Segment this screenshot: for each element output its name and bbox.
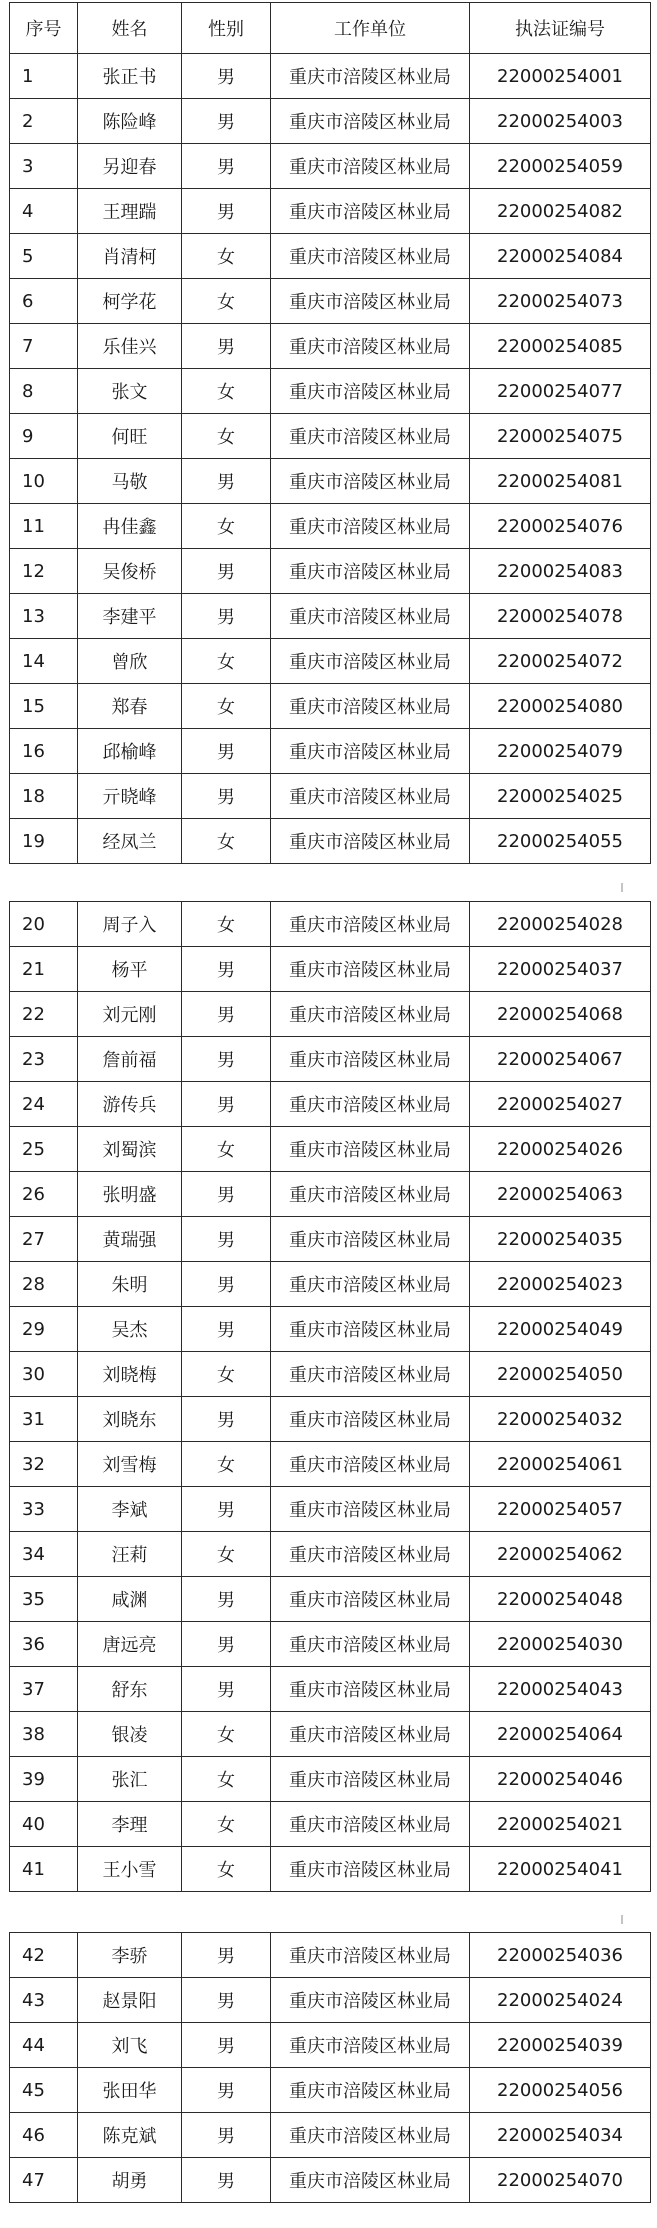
- row-serial-number: 15: [10, 684, 78, 729]
- table-row: [10, 1307, 651, 1352]
- row-work-unit: 重庆市涪陵区林业局: [271, 99, 470, 144]
- row-certificate-number: 22000254046: [470, 1757, 651, 1802]
- row-serial-number: 20: [10, 902, 78, 947]
- row-work-unit: 重庆市涪陵区林业局: [271, 1487, 470, 1532]
- table-row: [10, 1757, 651, 1802]
- row-gender: 男: [182, 947, 271, 992]
- row-name: 杨平: [78, 947, 182, 992]
- row-work-unit: 重庆市涪陵区林业局: [271, 1307, 470, 1352]
- row-certificate-number: 22000254059: [470, 144, 651, 189]
- row-name: 刘晓东: [78, 1397, 182, 1442]
- row-work-unit: 重庆市涪陵区林业局: [271, 1352, 470, 1397]
- row-name: 刘雪梅: [78, 1442, 182, 1487]
- row-certificate-number: 22000254057: [470, 1487, 651, 1532]
- row-work-unit: 重庆市涪陵区林业局: [271, 684, 470, 729]
- row-serial-number: 34: [10, 1532, 78, 1577]
- table-row: [10, 414, 651, 459]
- row-serial-number: 13: [10, 594, 78, 639]
- row-name: 李骄: [78, 1933, 182, 1978]
- row-name: 亓晓峰: [78, 774, 182, 819]
- table-row: [10, 1622, 651, 1667]
- row-work-unit: 重庆市涪陵区林业局: [271, 1127, 470, 1172]
- table-body: [10, 1933, 651, 2203]
- row-certificate-number: 22000254073: [470, 279, 651, 324]
- row-name: 赵景阳: [78, 1978, 182, 2023]
- row-serial-number: 19: [10, 819, 78, 864]
- row-certificate-number: 22000254078: [470, 594, 651, 639]
- row-work-unit: 重庆市涪陵区林业局: [271, 1082, 470, 1127]
- row-certificate-number: 22000254043: [470, 1667, 651, 1712]
- row-serial-number: 14: [10, 639, 78, 684]
- row-gender: 男: [182, 144, 271, 189]
- row-gender: 男: [182, 1217, 271, 1262]
- row-serial-number: 2: [10, 99, 78, 144]
- row-serial-number: 38: [10, 1712, 78, 1757]
- table-body: [10, 902, 651, 1892]
- row-name: 李建平: [78, 594, 182, 639]
- table-row: [10, 729, 651, 774]
- row-certificate-number: 22000254026: [470, 1127, 651, 1172]
- table-row: [10, 189, 651, 234]
- row-name: 张田华: [78, 2068, 182, 2113]
- row-certificate-number: 22000254056: [470, 2068, 651, 2113]
- table-row: [10, 369, 651, 414]
- row-name: 唐远亮: [78, 1622, 182, 1667]
- row-gender: 男: [182, 1172, 271, 1217]
- row-certificate-number: 22000254036: [470, 1933, 651, 1978]
- table-row: [10, 2158, 651, 2203]
- table-row: [10, 1802, 651, 1847]
- row-serial-number: 11: [10, 504, 78, 549]
- row-gender: 男: [182, 1307, 271, 1352]
- page-edge-mark: [621, 1915, 623, 1924]
- table-row: [10, 324, 651, 369]
- row-certificate-number: 22000254079: [470, 729, 651, 774]
- row-certificate-number: 22000254081: [470, 459, 651, 504]
- table-row: [10, 1978, 651, 2023]
- row-gender: 男: [182, 992, 271, 1037]
- row-serial-number: 28: [10, 1262, 78, 1307]
- row-gender: 女: [182, 684, 271, 729]
- row-serial-number: 36: [10, 1622, 78, 1667]
- row-certificate-number: 22000254075: [470, 414, 651, 459]
- row-work-unit: 重庆市涪陵区林业局: [271, 549, 470, 594]
- row-serial-number: 6: [10, 279, 78, 324]
- row-certificate-number: 22000254084: [470, 234, 651, 279]
- row-gender: 女: [182, 234, 271, 279]
- row-serial-number: 30: [10, 1352, 78, 1397]
- row-name: 黄瑞强: [78, 1217, 182, 1262]
- row-work-unit: 重庆市涪陵区林业局: [271, 1622, 470, 1667]
- table-row: [10, 1847, 651, 1892]
- row-certificate-number: 22000254055: [470, 819, 651, 864]
- header-name: 姓名: [78, 3, 182, 54]
- row-name: 陈险峰: [78, 99, 182, 144]
- row-name: 乐佳兴: [78, 324, 182, 369]
- table-row: [10, 1487, 651, 1532]
- row-work-unit: 重庆市涪陵区林业局: [271, 1217, 470, 1262]
- row-name: 郑春: [78, 684, 182, 729]
- row-gender: 女: [182, 1757, 271, 1802]
- row-certificate-number: 22000254028: [470, 902, 651, 947]
- row-name: 李理: [78, 1802, 182, 1847]
- row-gender: 男: [182, 594, 271, 639]
- row-certificate-number: 22000254021: [470, 1802, 651, 1847]
- row-work-unit: 重庆市涪陵区林业局: [271, 902, 470, 947]
- row-serial-number: 44: [10, 2023, 78, 2068]
- table-row: [10, 684, 651, 729]
- row-work-unit: 重庆市涪陵区林业局: [271, 459, 470, 504]
- row-work-unit: 重庆市涪陵区林业局: [271, 234, 470, 279]
- table-row: [10, 1127, 651, 1172]
- row-work-unit: 重庆市涪陵区林业局: [271, 947, 470, 992]
- row-gender: 男: [182, 1667, 271, 1712]
- row-name: 曾欣: [78, 639, 182, 684]
- row-work-unit: 重庆市涪陵区林业局: [271, 1172, 470, 1217]
- row-certificate-number: 22000254048: [470, 1577, 651, 1622]
- row-work-unit: 重庆市涪陵区林业局: [271, 1262, 470, 1307]
- row-certificate-number: 22000254064: [470, 1712, 651, 1757]
- row-certificate-number: 22000254003: [470, 99, 651, 144]
- row-work-unit: 重庆市涪陵区林业局: [271, 1712, 470, 1757]
- row-gender: 女: [182, 1847, 271, 1892]
- table-row: [10, 279, 651, 324]
- table-row: [10, 1712, 651, 1757]
- row-gender: 男: [182, 99, 271, 144]
- row-serial-number: 7: [10, 324, 78, 369]
- row-gender: 男: [182, 1978, 271, 2023]
- row-name: 吴杰: [78, 1307, 182, 1352]
- row-certificate-number: 22000254083: [470, 549, 651, 594]
- table-row: [10, 99, 651, 144]
- table-row: [10, 1397, 651, 1442]
- row-name: 胡勇: [78, 2158, 182, 2203]
- page-edge-mark: [621, 883, 623, 892]
- row-serial-number: 10: [10, 459, 78, 504]
- row-serial-number: 3: [10, 144, 78, 189]
- row-work-unit: 重庆市涪陵区林业局: [271, 279, 470, 324]
- row-gender: 男: [182, 54, 271, 99]
- table-row: [10, 54, 651, 99]
- row-serial-number: 42: [10, 1933, 78, 1978]
- row-serial-number: 5: [10, 234, 78, 279]
- row-work-unit: 重庆市涪陵区林业局: [271, 324, 470, 369]
- table-row: [10, 2113, 651, 2158]
- row-serial-number: 32: [10, 1442, 78, 1487]
- row-serial-number: 35: [10, 1577, 78, 1622]
- table-row: [10, 2068, 651, 2113]
- row-name: 银凌: [78, 1712, 182, 1757]
- row-name: 冉佳鑫: [78, 504, 182, 549]
- row-certificate-number: 22000254067: [470, 1037, 651, 1082]
- row-gender: 女: [182, 1127, 271, 1172]
- row-serial-number: 27: [10, 1217, 78, 1262]
- row-work-unit: 重庆市涪陵区林业局: [271, 594, 470, 639]
- row-gender: 男: [182, 2113, 271, 2158]
- table-row: [10, 1577, 651, 1622]
- row-gender: 女: [182, 1442, 271, 1487]
- row-name: 舒东: [78, 1667, 182, 1712]
- row-work-unit: 重庆市涪陵区林业局: [271, 369, 470, 414]
- row-certificate-number: 22000254070: [470, 2158, 651, 2203]
- row-gender: 女: [182, 1712, 271, 1757]
- row-work-unit: 重庆市涪陵区林业局: [271, 639, 470, 684]
- row-name: 张文: [78, 369, 182, 414]
- row-work-unit: 重庆市涪陵区林业局: [271, 504, 470, 549]
- row-gender: 女: [182, 369, 271, 414]
- row-gender: 女: [182, 414, 271, 459]
- header-certificate-number: 执法证编号: [470, 3, 651, 54]
- row-serial-number: 39: [10, 1757, 78, 1802]
- row-serial-number: 12: [10, 549, 78, 594]
- row-work-unit: 重庆市涪陵区林业局: [271, 54, 470, 99]
- row-work-unit: 重庆市涪陵区林业局: [271, 1933, 470, 1978]
- table-row: [10, 639, 651, 684]
- row-certificate-number: 22000254082: [470, 189, 651, 234]
- row-work-unit: 重庆市涪陵区林业局: [271, 2068, 470, 2113]
- row-name: 何旺: [78, 414, 182, 459]
- table-row: [10, 594, 651, 639]
- row-certificate-number: 22000254063: [470, 1172, 651, 1217]
- table-row: [10, 1172, 651, 1217]
- row-work-unit: 重庆市涪陵区林业局: [271, 1532, 470, 1577]
- personnel-table-page-2: [9, 901, 651, 1892]
- row-gender: 男: [182, 1082, 271, 1127]
- table-row: [10, 1217, 651, 1262]
- row-serial-number: 24: [10, 1082, 78, 1127]
- row-certificate-number: 22000254037: [470, 947, 651, 992]
- row-certificate-number: 22000254027: [470, 1082, 651, 1127]
- row-gender: 男: [182, 1262, 271, 1307]
- row-work-unit: 重庆市涪陵区林业局: [271, 189, 470, 234]
- row-gender: 男: [182, 2068, 271, 2113]
- row-gender: 女: [182, 504, 271, 549]
- row-name: 张正书: [78, 54, 182, 99]
- row-serial-number: 18: [10, 774, 78, 819]
- row-name: 朱明: [78, 1262, 182, 1307]
- table-row: [10, 1442, 651, 1487]
- row-work-unit: 重庆市涪陵区林业局: [271, 144, 470, 189]
- row-gender: 女: [182, 902, 271, 947]
- row-certificate-number: 22000254068: [470, 992, 651, 1037]
- row-certificate-number: 22000254001: [470, 54, 651, 99]
- table-row: [10, 1352, 651, 1397]
- row-name: 刘元刚: [78, 992, 182, 1037]
- row-name: 王理踹: [78, 189, 182, 234]
- row-name: 周子入: [78, 902, 182, 947]
- row-name: 王小雪: [78, 1847, 182, 1892]
- row-gender: 男: [182, 2023, 271, 2068]
- row-gender: 女: [182, 1352, 271, 1397]
- row-name: 咸渊: [78, 1577, 182, 1622]
- row-name: 张汇: [78, 1757, 182, 1802]
- row-gender: 男: [182, 324, 271, 369]
- row-serial-number: 21: [10, 947, 78, 992]
- row-name: 邱榆峰: [78, 729, 182, 774]
- table-body: [10, 3, 651, 864]
- row-certificate-number: 22000254035: [470, 1217, 651, 1262]
- row-gender: 男: [182, 1622, 271, 1667]
- header-serial-number: 序号: [10, 3, 78, 54]
- row-serial-number: 43: [10, 1978, 78, 2023]
- table-row: [10, 1667, 651, 1712]
- row-name: 刘蜀滨: [78, 1127, 182, 1172]
- row-gender: 女: [182, 639, 271, 684]
- row-gender: 女: [182, 279, 271, 324]
- row-gender: 女: [182, 819, 271, 864]
- row-name: 吴俊桥: [78, 549, 182, 594]
- row-serial-number: 33: [10, 1487, 78, 1532]
- row-name: 詹前福: [78, 1037, 182, 1082]
- row-serial-number: 23: [10, 1037, 78, 1082]
- row-work-unit: 重庆市涪陵区林业局: [271, 1037, 470, 1082]
- row-gender: 男: [182, 729, 271, 774]
- header-gender: 性别: [182, 3, 271, 54]
- table-row: [10, 144, 651, 189]
- row-certificate-number: 22000254076: [470, 504, 651, 549]
- row-gender: 男: [182, 1933, 271, 1978]
- row-serial-number: 40: [10, 1802, 78, 1847]
- row-work-unit: 重庆市涪陵区林业局: [271, 1577, 470, 1622]
- row-name: 陈克斌: [78, 2113, 182, 2158]
- row-certificate-number: 22000254061: [470, 1442, 651, 1487]
- row-work-unit: 重庆市涪陵区林业局: [271, 2158, 470, 2203]
- row-serial-number: 46: [10, 2113, 78, 2158]
- table-row: [10, 1933, 651, 1978]
- row-serial-number: 29: [10, 1307, 78, 1352]
- row-name: 李斌: [78, 1487, 182, 1532]
- row-serial-number: 16: [10, 729, 78, 774]
- row-work-unit: 重庆市涪陵区林业局: [271, 1802, 470, 1847]
- table-row: [10, 774, 651, 819]
- row-certificate-number: 22000254062: [470, 1532, 651, 1577]
- row-certificate-number: 22000254034: [470, 2113, 651, 2158]
- row-certificate-number: 22000254050: [470, 1352, 651, 1397]
- row-certificate-number: 22000254024: [470, 1978, 651, 2023]
- table-row: [10, 947, 651, 992]
- row-serial-number: 4: [10, 189, 78, 234]
- row-serial-number: 22: [10, 992, 78, 1037]
- row-gender: 女: [182, 1802, 271, 1847]
- table-row: [10, 1082, 651, 1127]
- row-serial-number: 1: [10, 54, 78, 99]
- row-work-unit: 重庆市涪陵区林业局: [271, 774, 470, 819]
- row-certificate-number: 22000254025: [470, 774, 651, 819]
- row-gender: 男: [182, 1577, 271, 1622]
- table-row: [10, 459, 651, 504]
- row-work-unit: 重庆市涪陵区林业局: [271, 992, 470, 1037]
- row-gender: 女: [182, 1532, 271, 1577]
- table-row: [10, 549, 651, 594]
- row-work-unit: 重庆市涪陵区林业局: [271, 1847, 470, 1892]
- row-certificate-number: 22000254039: [470, 2023, 651, 2068]
- row-gender: 男: [182, 189, 271, 234]
- row-name: 张明盛: [78, 1172, 182, 1217]
- row-gender: 男: [182, 774, 271, 819]
- row-work-unit: 重庆市涪陵区林业局: [271, 1397, 470, 1442]
- row-work-unit: 重庆市涪陵区林业局: [271, 2113, 470, 2158]
- table-row: [10, 234, 651, 279]
- row-work-unit: 重庆市涪陵区林业局: [271, 1442, 470, 1487]
- row-work-unit: 重庆市涪陵区林业局: [271, 729, 470, 774]
- row-certificate-number: 22000254030: [470, 1622, 651, 1667]
- row-certificate-number: 22000254085: [470, 324, 651, 369]
- row-certificate-number: 22000254023: [470, 1262, 651, 1307]
- row-name: 游传兵: [78, 1082, 182, 1127]
- row-serial-number: 47: [10, 2158, 78, 2203]
- table-row: [10, 992, 651, 1037]
- row-name: 柯学花: [78, 279, 182, 324]
- row-serial-number: 9: [10, 414, 78, 459]
- row-serial-number: 8: [10, 369, 78, 414]
- row-work-unit: 重庆市涪陵区林业局: [271, 2023, 470, 2068]
- row-work-unit: 重庆市涪陵区林业局: [271, 1757, 470, 1802]
- row-serial-number: 25: [10, 1127, 78, 1172]
- personnel-table-page-3: [9, 1932, 651, 2203]
- row-serial-number: 37: [10, 1667, 78, 1712]
- row-gender: 男: [182, 2158, 271, 2203]
- row-gender: 男: [182, 549, 271, 594]
- table-header-row: [10, 3, 651, 54]
- row-certificate-number: 22000254077: [470, 369, 651, 414]
- row-work-unit: 重庆市涪陵区林业局: [271, 1978, 470, 2023]
- table-row: [10, 1262, 651, 1307]
- row-certificate-number: 22000254080: [470, 684, 651, 729]
- row-name: 经凤兰: [78, 819, 182, 864]
- row-certificate-number: 22000254041: [470, 1847, 651, 1892]
- table-row: [10, 1037, 651, 1082]
- row-work-unit: 重庆市涪陵区林业局: [271, 1667, 470, 1712]
- row-name: 马敬: [78, 459, 182, 504]
- table-row: [10, 819, 651, 864]
- row-work-unit: 重庆市涪陵区林业局: [271, 819, 470, 864]
- table-row: [10, 2023, 651, 2068]
- table-row: [10, 504, 651, 549]
- row-name: 刘晓梅: [78, 1352, 182, 1397]
- row-serial-number: 31: [10, 1397, 78, 1442]
- row-gender: 男: [182, 459, 271, 504]
- row-name: 肖清柯: [78, 234, 182, 279]
- row-serial-number: 45: [10, 2068, 78, 2113]
- row-serial-number: 41: [10, 1847, 78, 1892]
- row-serial-number: 26: [10, 1172, 78, 1217]
- personnel-table-page-1: [9, 2, 651, 864]
- row-certificate-number: 22000254072: [470, 639, 651, 684]
- table-row: [10, 902, 651, 947]
- row-gender: 男: [182, 1487, 271, 1532]
- row-name: 汪莉: [78, 1532, 182, 1577]
- row-certificate-number: 22000254049: [470, 1307, 651, 1352]
- row-name: 刘飞: [78, 2023, 182, 2068]
- header-work-unit: 工作单位: [271, 3, 470, 54]
- table-row: [10, 1532, 651, 1577]
- row-gender: 男: [182, 1037, 271, 1082]
- row-gender: 男: [182, 1397, 271, 1442]
- row-work-unit: 重庆市涪陵区林业局: [271, 414, 470, 459]
- row-name: 另迎春: [78, 144, 182, 189]
- row-certificate-number: 22000254032: [470, 1397, 651, 1442]
